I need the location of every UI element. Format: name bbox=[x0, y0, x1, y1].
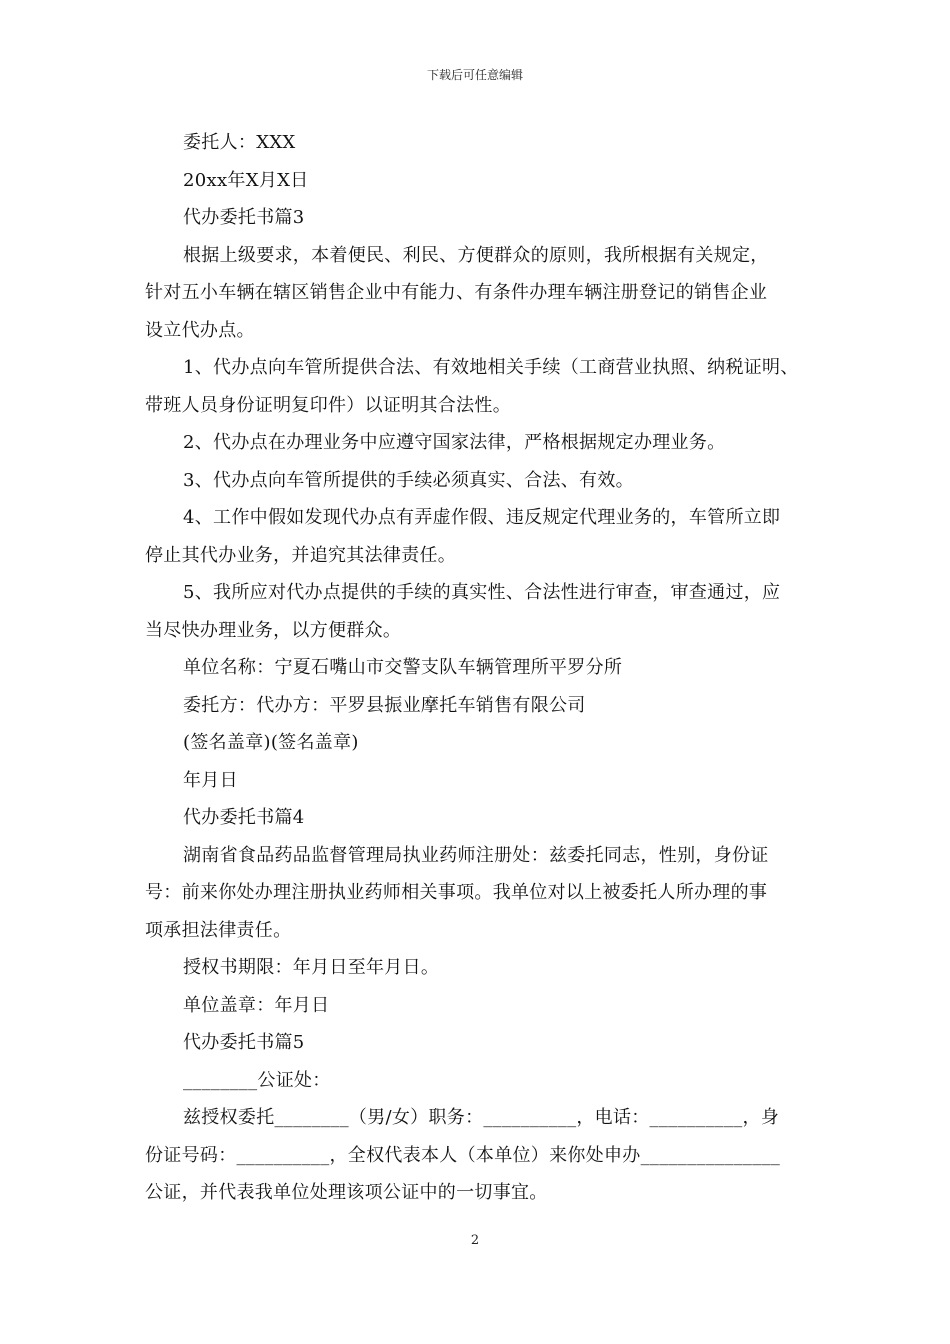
document-body bbox=[145, 124, 825, 1212]
text-line: 3、代办点向车管所提供的手续必须真实、合法、有效。 bbox=[183, 469, 634, 491]
text-line: 4、工作中假如发现代办点有弄虚作假、违反规定代理业务的，车管所立即 bbox=[183, 507, 781, 528]
text-line: 湖南省食品药品监督管理局执业药师注册处：兹委托同志，性别，身份证 bbox=[183, 844, 769, 866]
text-line: 代办委托书篇4 bbox=[183, 807, 305, 828]
text-line: 公证，并代表我单位处理该项公证中的一切事宜。 bbox=[145, 1182, 548, 1203]
text-line: 授权书期限：年月日至年月日。 bbox=[183, 957, 440, 978]
text-line: 根据上级要求，本着便民、利民、方便群众的原则，我所根据有关规定， bbox=[183, 244, 769, 266]
page-header: 下载后可任意编辑 bbox=[426, 68, 523, 82]
text-line: 设立代办点。 bbox=[145, 319, 255, 341]
text-line: 带班人员身份证明复印件）以证明其合法性。 bbox=[145, 394, 511, 416]
text-line: 代办委托书篇3 bbox=[183, 207, 305, 228]
text-line: 兹授权委托________（男/女）职务：__________，电话：__________，身 bbox=[183, 1107, 780, 1128]
text-line: 针对五小车辆在辖区销售企业中有能力、有条件办理车辆注册登记的销售企业 bbox=[145, 282, 768, 303]
text-line: 项承担法律责任。 bbox=[145, 919, 292, 941]
text-line: 委托人：XXX bbox=[183, 132, 296, 153]
text-line: 份证号码：__________，全权代表本人（本单位）来你处申办_______________ bbox=[145, 1144, 781, 1166]
text-line: 年月日 bbox=[183, 769, 238, 791]
text-line: 停止其代办业务，并追究其法律责任。 bbox=[145, 544, 457, 566]
text-line: 1、代办点向车管所提供合法、有效地相关手续（工商营业执照、纳税证明、 bbox=[183, 357, 799, 378]
text-line: 号：前来你处办理注册执业药师相关事项。我单位对以上被委托人所办理的事 bbox=[145, 882, 768, 903]
text-line: (签名盖章)(签名盖章) bbox=[183, 732, 359, 753]
page-number: 2 bbox=[470, 1233, 480, 1248]
text-line: 代办委托书篇5 bbox=[183, 1032, 305, 1053]
text-line: 2、代办点在办理业务中应遵守国家法律，严格根据规定办理业务。 bbox=[183, 432, 726, 453]
text-line: 单位盖章：年月日 bbox=[183, 994, 330, 1016]
text-line: 当尽快办理业务，以方便群众。 bbox=[145, 619, 402, 641]
text-line: 5、我所应对代办点提供的手续的真实性、合法性进行审查，审查通过，应 bbox=[183, 582, 781, 603]
text-line: 20xx年X月X日 bbox=[183, 169, 309, 191]
text-line: ________公证处： bbox=[183, 1069, 331, 1091]
text-line: 委托方：代办方：平罗县振业摩托车销售有限公司 bbox=[183, 694, 586, 716]
text-line: 单位名称：宁夏石嘴山市交警支队车辆管理所平罗分所 bbox=[183, 657, 623, 678]
